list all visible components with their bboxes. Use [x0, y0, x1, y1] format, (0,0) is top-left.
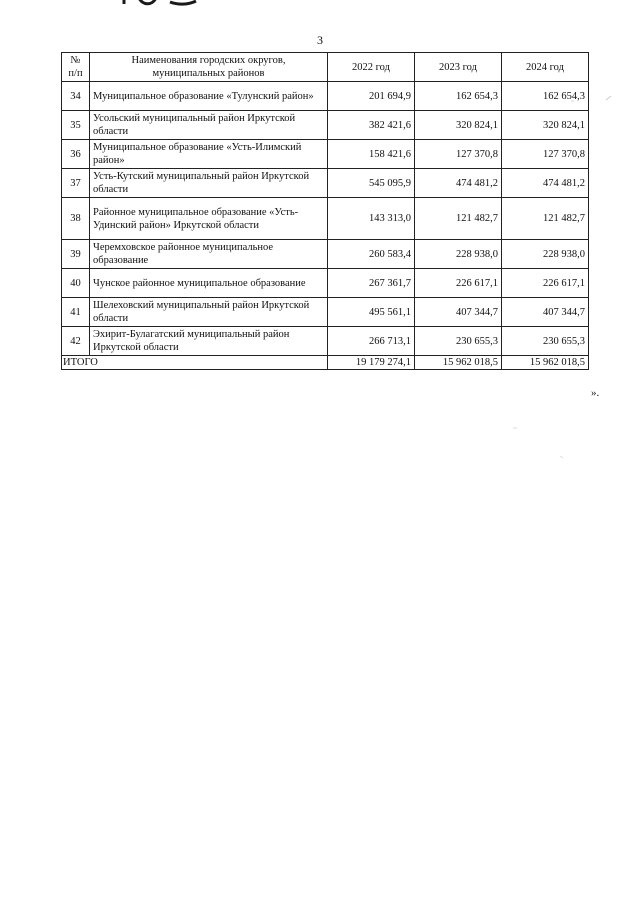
value-2023: 121 482,7: [415, 198, 502, 240]
value-2022: 266 713,1: [328, 327, 415, 356]
table-row: [62, 327, 589, 356]
row-number: 40: [62, 269, 90, 298]
value-2024: 121 482,7: [502, 198, 589, 240]
value-2023: 226 617,1: [415, 269, 502, 298]
value-2022: 382 421,6: [328, 111, 415, 140]
value-2024: 127 370,8: [502, 140, 589, 169]
header-municipality-name: Наименования городских округов, муниципальных районов: [90, 53, 328, 82]
budget-allocation-table: [61, 52, 589, 370]
header-year-2023: 2023 год: [415, 53, 502, 82]
table-row: [62, 298, 589, 327]
municipality-name: Эхирит-Булагатский муниципальный район Иркутской области: [90, 327, 328, 356]
row-number: 36: [62, 140, 90, 169]
value-2024: 162 654,3: [502, 82, 589, 111]
value-2024: 228 938,0: [502, 240, 589, 269]
value-2024: 230 655,3: [502, 327, 589, 356]
header-year-2024: 2024 год: [502, 53, 589, 82]
municipality-name: Чунское районное муниципальное образование: [90, 269, 328, 298]
value-2023: 320 824,1: [415, 111, 502, 140]
value-2024: 226 617,1: [502, 269, 589, 298]
row-number: 37: [62, 169, 90, 198]
value-2023: 162 654,3: [415, 82, 502, 111]
header-row-number: № п/п: [62, 53, 90, 82]
value-2022: 495 561,1: [328, 298, 415, 327]
value-2024: 407 344,7: [502, 298, 589, 327]
value-2024: 320 824,1: [502, 111, 589, 140]
table-row: [62, 269, 589, 298]
total-2022: 19 179 274,1: [328, 356, 415, 370]
row-number: 39: [62, 240, 90, 269]
table-total-row: [62, 356, 589, 370]
value-2022: 260 583,4: [328, 240, 415, 269]
table-row: [62, 140, 589, 169]
row-number: 42: [62, 327, 90, 356]
municipality-name: Муниципальное образование «Усть-Илимский район»: [90, 140, 328, 169]
table-header-row: [62, 53, 589, 82]
row-number: 35: [62, 111, 90, 140]
value-2023: 230 655,3: [415, 327, 502, 356]
row-number: 41: [62, 298, 90, 327]
value-2022: 201 694,9: [328, 82, 415, 111]
table-row: [62, 82, 589, 111]
municipality-name: Муниципальное образование «Тулунский район»: [90, 82, 328, 111]
municipality-name: Районное муниципальное образование «Усть-Удинский район» Иркутской области: [90, 198, 328, 240]
value-2024: 474 481,2: [502, 169, 589, 198]
value-2023: 474 481,2: [415, 169, 502, 198]
page-number: 3: [317, 33, 323, 47]
table-row: [62, 169, 589, 198]
header-year-2022: 2022 год: [328, 53, 415, 82]
row-number: 38: [62, 198, 90, 240]
total-2023: 15 962 018,5: [415, 356, 502, 370]
closing-quote: ».: [591, 387, 600, 399]
total-label: ИТОГО: [62, 356, 328, 370]
municipality-name: Шелеховский муниципальный район Иркутской области: [90, 298, 328, 327]
row-number: 34: [62, 82, 90, 111]
scan-artifact-mark: [118, 0, 208, 6]
value-2022: 267 361,7: [328, 269, 415, 298]
value-2023: 127 370,8: [415, 140, 502, 169]
value-2022: 158 421,6: [328, 140, 415, 169]
value-2023: 228 938,0: [415, 240, 502, 269]
value-2022: 143 313,0: [328, 198, 415, 240]
municipality-name: Усть-Кутский муниципальный район Иркутской области: [90, 169, 328, 198]
municipality-name: Черемховское районное муниципальное образование: [90, 240, 328, 269]
municipality-name: Усольский муниципальный район Иркутской области: [90, 111, 328, 140]
value-2023: 407 344,7: [415, 298, 502, 327]
value-2022: 545 095,9: [328, 169, 415, 198]
table-row: [62, 111, 589, 140]
total-2024: 15 962 018,5: [502, 356, 589, 370]
table-row: [62, 240, 589, 269]
table-row: [62, 198, 589, 240]
